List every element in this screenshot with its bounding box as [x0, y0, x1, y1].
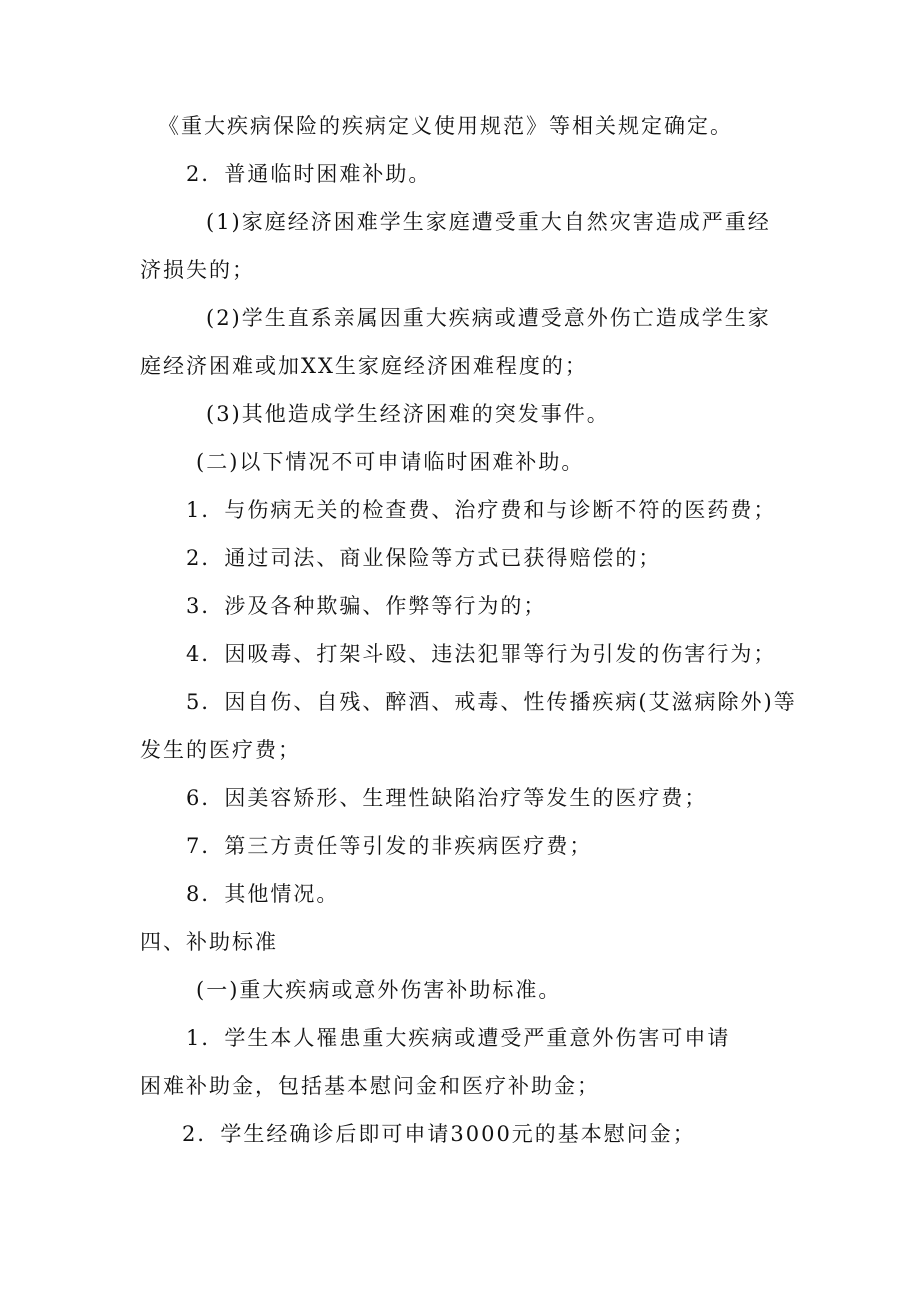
- text-line: 7．第三方责任等引发的非疾病医疗费；: [186, 834, 593, 858]
- section-heading: (二)以下情况不可申请临时困难补助。: [196, 450, 585, 474]
- text-line: (3)其他造成学生经济困难的突发事件。: [206, 402, 610, 426]
- text-line: 2．通过司法、商业保险等方式已获得赔偿的；: [186, 546, 662, 570]
- text-line: 3．涉及各种欺骗、作弊等行为的；: [186, 594, 547, 618]
- text-line: 《重大疾病保险的疾病定义使用规范》等相关规定确定。: [158, 114, 733, 138]
- text-line: 济损失的；: [140, 258, 255, 282]
- text-line: 2．学生经确诊后即可申请3000元的基本慰问金；: [182, 1122, 696, 1146]
- text-line: 困难补助金，包括基本慰问金和医疗补助金；: [140, 1074, 600, 1098]
- text-line: 4．因吸毒、打架斗殴、违法犯罪等行为引发的伤害行为；: [186, 642, 777, 666]
- subsection-heading: (一)重大疾病或意外伤害补助标准。: [196, 978, 562, 1002]
- text-line: 6．因美容矫形、生理性缺陷治疗等发生的医疗费；: [186, 786, 708, 810]
- text-line: 1．与伤病无关的检查费、治疗费和与诊断不符的医药费；: [186, 498, 777, 522]
- text-line: (1)家庭经济困难学生家庭遭受重大自然灾害造成严重经: [206, 210, 771, 234]
- text-line: 庭经济困难或加XX生家庭经济困难程度的；: [140, 354, 588, 378]
- section-heading: 四、补助标准: [140, 930, 278, 954]
- text-line: 5．因自伤、自残、醉酒、戒毒、性传播疾病(艾滋病除外)等: [186, 690, 797, 714]
- text-line: (2)学生直系亲属因重大疾病或遭受意外伤亡造成学生家: [206, 306, 771, 330]
- text-line: 发生的医疗费；: [140, 738, 301, 762]
- text-line: 1．学生本人罹患重大疾病或遭受严重意外伤害可申请: [186, 1026, 731, 1050]
- text-line: 2．普通临时困难补助。: [186, 162, 432, 186]
- text-line: 8．其他情况。: [186, 882, 340, 906]
